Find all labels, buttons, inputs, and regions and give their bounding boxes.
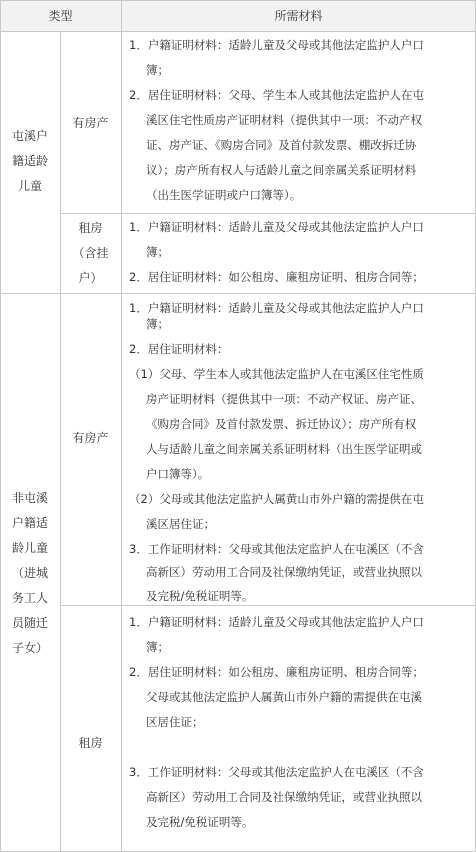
- category-local-children: 屯溪户 籍适龄 儿童: [11, 129, 48, 193]
- material-line: 3．工作证明材料：父母或其他法定监护人在屯溪区（不含: [129, 542, 424, 556]
- table-border-top: [0, 0, 476, 1]
- material-line: 证、房产证、《购房合同》及首付款发票、棚改拆迁协: [146, 138, 417, 152]
- material-line: （1）父母、学生本人或其他法定监护人在屯溪区住宅性质: [129, 367, 424, 381]
- material-line: 及完税/免税证明等。: [146, 589, 254, 603]
- material-line: 1．户籍证明材料：适龄儿童及父母或其他法定监护人户口: [129, 615, 424, 629]
- header-type: 类型: [48, 9, 73, 23]
- material-line: 簿；: [146, 245, 169, 259]
- subtype-rent-with-hukou: 租房 （含挂 户）: [72, 221, 109, 285]
- material-line: 高新区）劳动用工合同及社保缴纳凭证，或营业执照以: [146, 565, 422, 579]
- material-line: 簿；: [146, 317, 169, 331]
- material-line: 父母或其他法定监护人属黄山市外户籍的需提供在屯溪: [146, 690, 422, 704]
- material-line: 2．居住证明材料：如公租房、廉租房证明、租房合同等；: [129, 270, 424, 284]
- material-line: （出生医学证明或户口簿等）。: [146, 188, 302, 202]
- material-line: 溪区住宅性质房产证明材料（提供其中一项：不动产权: [146, 113, 422, 127]
- subtype-rent: 租房: [78, 736, 103, 750]
- group-divider: [0, 293, 476, 294]
- material-line: 人与适龄儿童之间亲属关系证明材料（出生医学证明或: [146, 442, 422, 456]
- material-line: 及完税/免税证明等。: [146, 815, 254, 829]
- material-line: 簿；: [146, 63, 169, 77]
- material-line: 2．居住证明材料：: [129, 342, 229, 356]
- material-line: 2．居住证明材料：如公租房、廉租房证明、租房合同等；: [129, 665, 424, 679]
- material-line: 1．户籍证明材料：适龄儿童及父母或其他法定监护人户口: [129, 38, 424, 52]
- material-line: 房产证明材料（提供其中一项：不动产权证、房产证、: [146, 392, 422, 406]
- material-line: 1．户籍证明材料：适龄儿童及父母或其他法定监护人户口: [129, 220, 424, 234]
- category-nonlocal-children: 非屯溪 户籍适 龄儿童 （进城 务工人 员随迁 子女）: [11, 491, 48, 655]
- row-divider: [60, 213, 476, 214]
- material-line: 户口簿等）。: [146, 467, 210, 481]
- header-divider: [0, 31, 476, 32]
- material-line: 高新区）劳动用工合同及社保缴纳凭证，或营业执照以: [146, 790, 422, 804]
- material-line: 区居住证；: [146, 715, 204, 729]
- material-line: 议）；房产所有权人与适龄儿童之间亲属关系证明材料: [146, 163, 417, 177]
- material-line: 2．居住证明材料：父母、学生本人或其他法定监护人在屯: [129, 88, 424, 102]
- subtype-own-house: 有房产: [72, 116, 109, 130]
- material-line: 簿；: [146, 640, 169, 654]
- material-line: （2）父母或其他法定监护人属黄山市外户籍的需提供在屯: [129, 492, 424, 506]
- row-divider: [60, 605, 476, 606]
- material-line: 溪区居住证；: [146, 517, 215, 531]
- material-line: 《购房合同》及首付款发票、拆迁协议）；房产所有权: [146, 417, 417, 431]
- header-materials: 所需材料: [274, 9, 323, 23]
- material-line: 1．户籍证明材料：适龄儿童及父母或其他法定监护人户口: [129, 301, 424, 315]
- subtype-own-house: 有房产: [72, 431, 109, 445]
- material-line: 3．工作证明材料：父母或其他法定监护人在屯溪区（不含: [129, 765, 424, 779]
- column-divider: [121, 0, 122, 852]
